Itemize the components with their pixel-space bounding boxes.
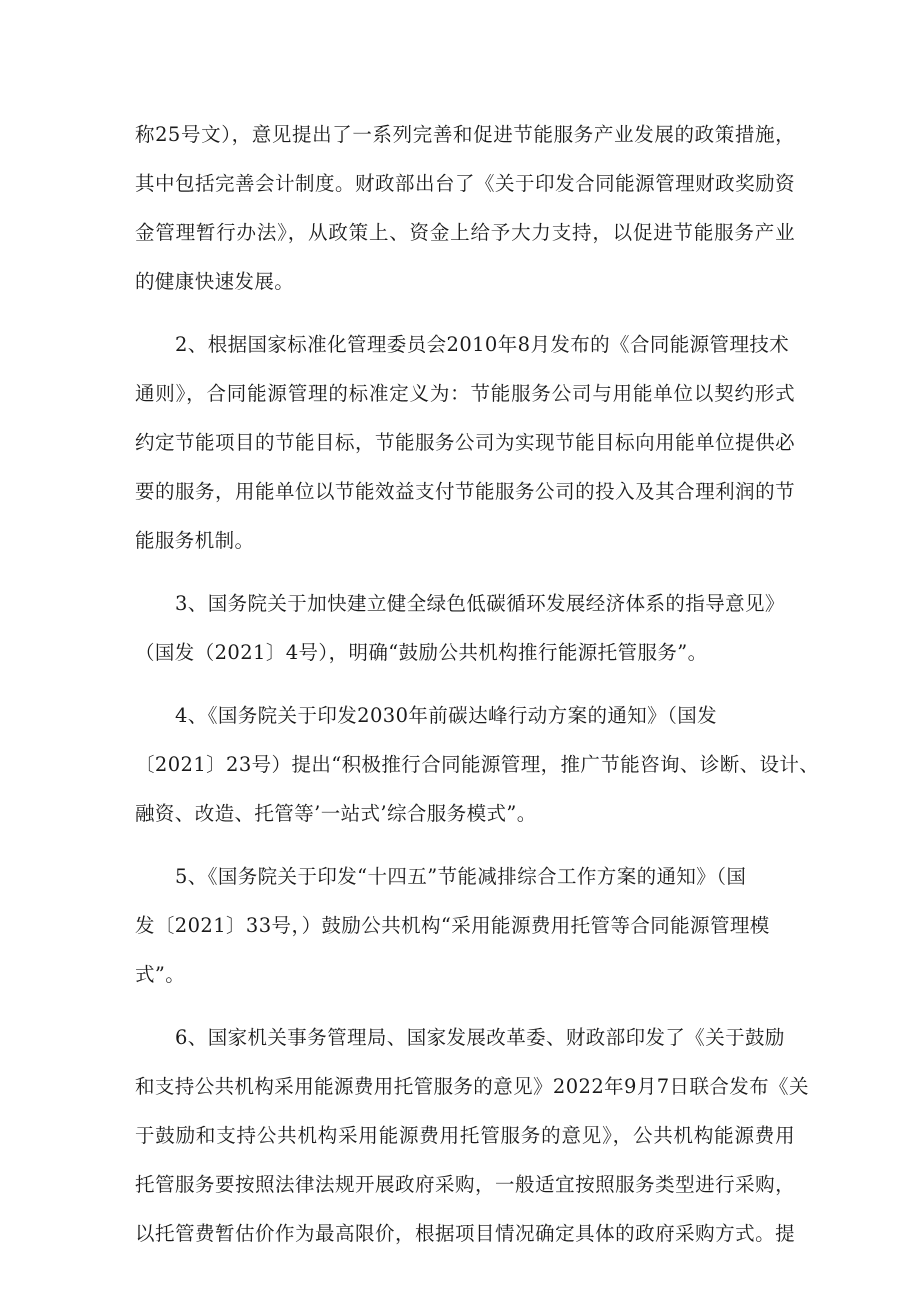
paragraph-continuation bbox=[135, 110, 795, 306]
text-line: 其中包括完善会计制度。财政部出台了《关于印发合同能源管理财政奖励资 bbox=[135, 172, 795, 195]
text-line: 于鼓励和支持公共机构采用能源费用托管服务的意见》，公共机构能源费用 bbox=[135, 1124, 795, 1147]
text-line: 4、《国务院关于印发2030年前碳达峰行动方案的通知》（国发 bbox=[175, 704, 718, 727]
text-line: 要的服务，用能单位以节能效益支付节能服务公司的投入及其合理利润的节 bbox=[135, 480, 795, 503]
text-line: 约定节能项目的节能目标，节能服务公司为实现节能目标向用能单位提供必 bbox=[135, 431, 795, 454]
text-line: （国发（2021〕4号），明确“鼓励公共机构推行能源托管服务”。 bbox=[135, 641, 708, 664]
paragraph-item-4 bbox=[135, 691, 820, 838]
text-line: 式”。 bbox=[135, 963, 186, 986]
text-line: 称25号文），意见提出了一系列完善和促进节能服务产业发展的政策措施， bbox=[135, 123, 795, 146]
paragraph-item-6 bbox=[135, 1013, 809, 1258]
paragraph-item-2 bbox=[135, 320, 795, 565]
text-line: 能服务机制。 bbox=[135, 529, 255, 552]
document-body bbox=[135, 110, 820, 1258]
text-line: 融资、改造、托管等’一站式’综合服务模式”。 bbox=[135, 802, 537, 825]
text-line: 以托管费暂估价作为最高限价，根据项目情况确定具体的政府采购方式。提 bbox=[135, 1222, 795, 1245]
paragraph-item-5 bbox=[135, 852, 795, 999]
text-line: 金管理暂行办法》，从政策上、资金上给予大力支持，以促进节能服务产业 bbox=[135, 221, 795, 244]
text-line: 的健康快速发展。 bbox=[135, 270, 295, 293]
text-line: 发〔2021〕33号，）鼓励公共机构“采用能源费用托管等合同能源管理模 bbox=[135, 914, 770, 937]
text-line: 〔2021〕23号）提出“积极推行合同能源管理，推广节能咨询、诊断、设计、 bbox=[135, 753, 820, 776]
text-line: 2、根据国家标准化管理委员会2010年8月发布的《合同能源管理技术 bbox=[175, 333, 790, 356]
text-line: 托管服务要按照法律法规开展政府采购，一般适宜按照服务类型进行采购， bbox=[135, 1173, 795, 1196]
text-line: 通则》，合同能源管理的标准定义为：节能服务公司与用能单位以契约形式 bbox=[135, 382, 795, 405]
paragraph-item-3 bbox=[135, 579, 795, 677]
text-line: 和支持公共机构采用能源费用托管服务的意见》2022年9月7日联合发布《关 bbox=[135, 1075, 809, 1098]
text-line: 3、国务院关于加快建立健全绿色低碳循环发展经济体系的指导意见》 bbox=[175, 592, 785, 615]
text-line: 6、国家机关事务管理局、国家发展改革委、财政部印发了《关于鼓励 bbox=[175, 1026, 785, 1049]
text-line: 5、《国务院关于印发“十四五”节能减排综合工作方案的通知》（国 bbox=[175, 865, 747, 888]
